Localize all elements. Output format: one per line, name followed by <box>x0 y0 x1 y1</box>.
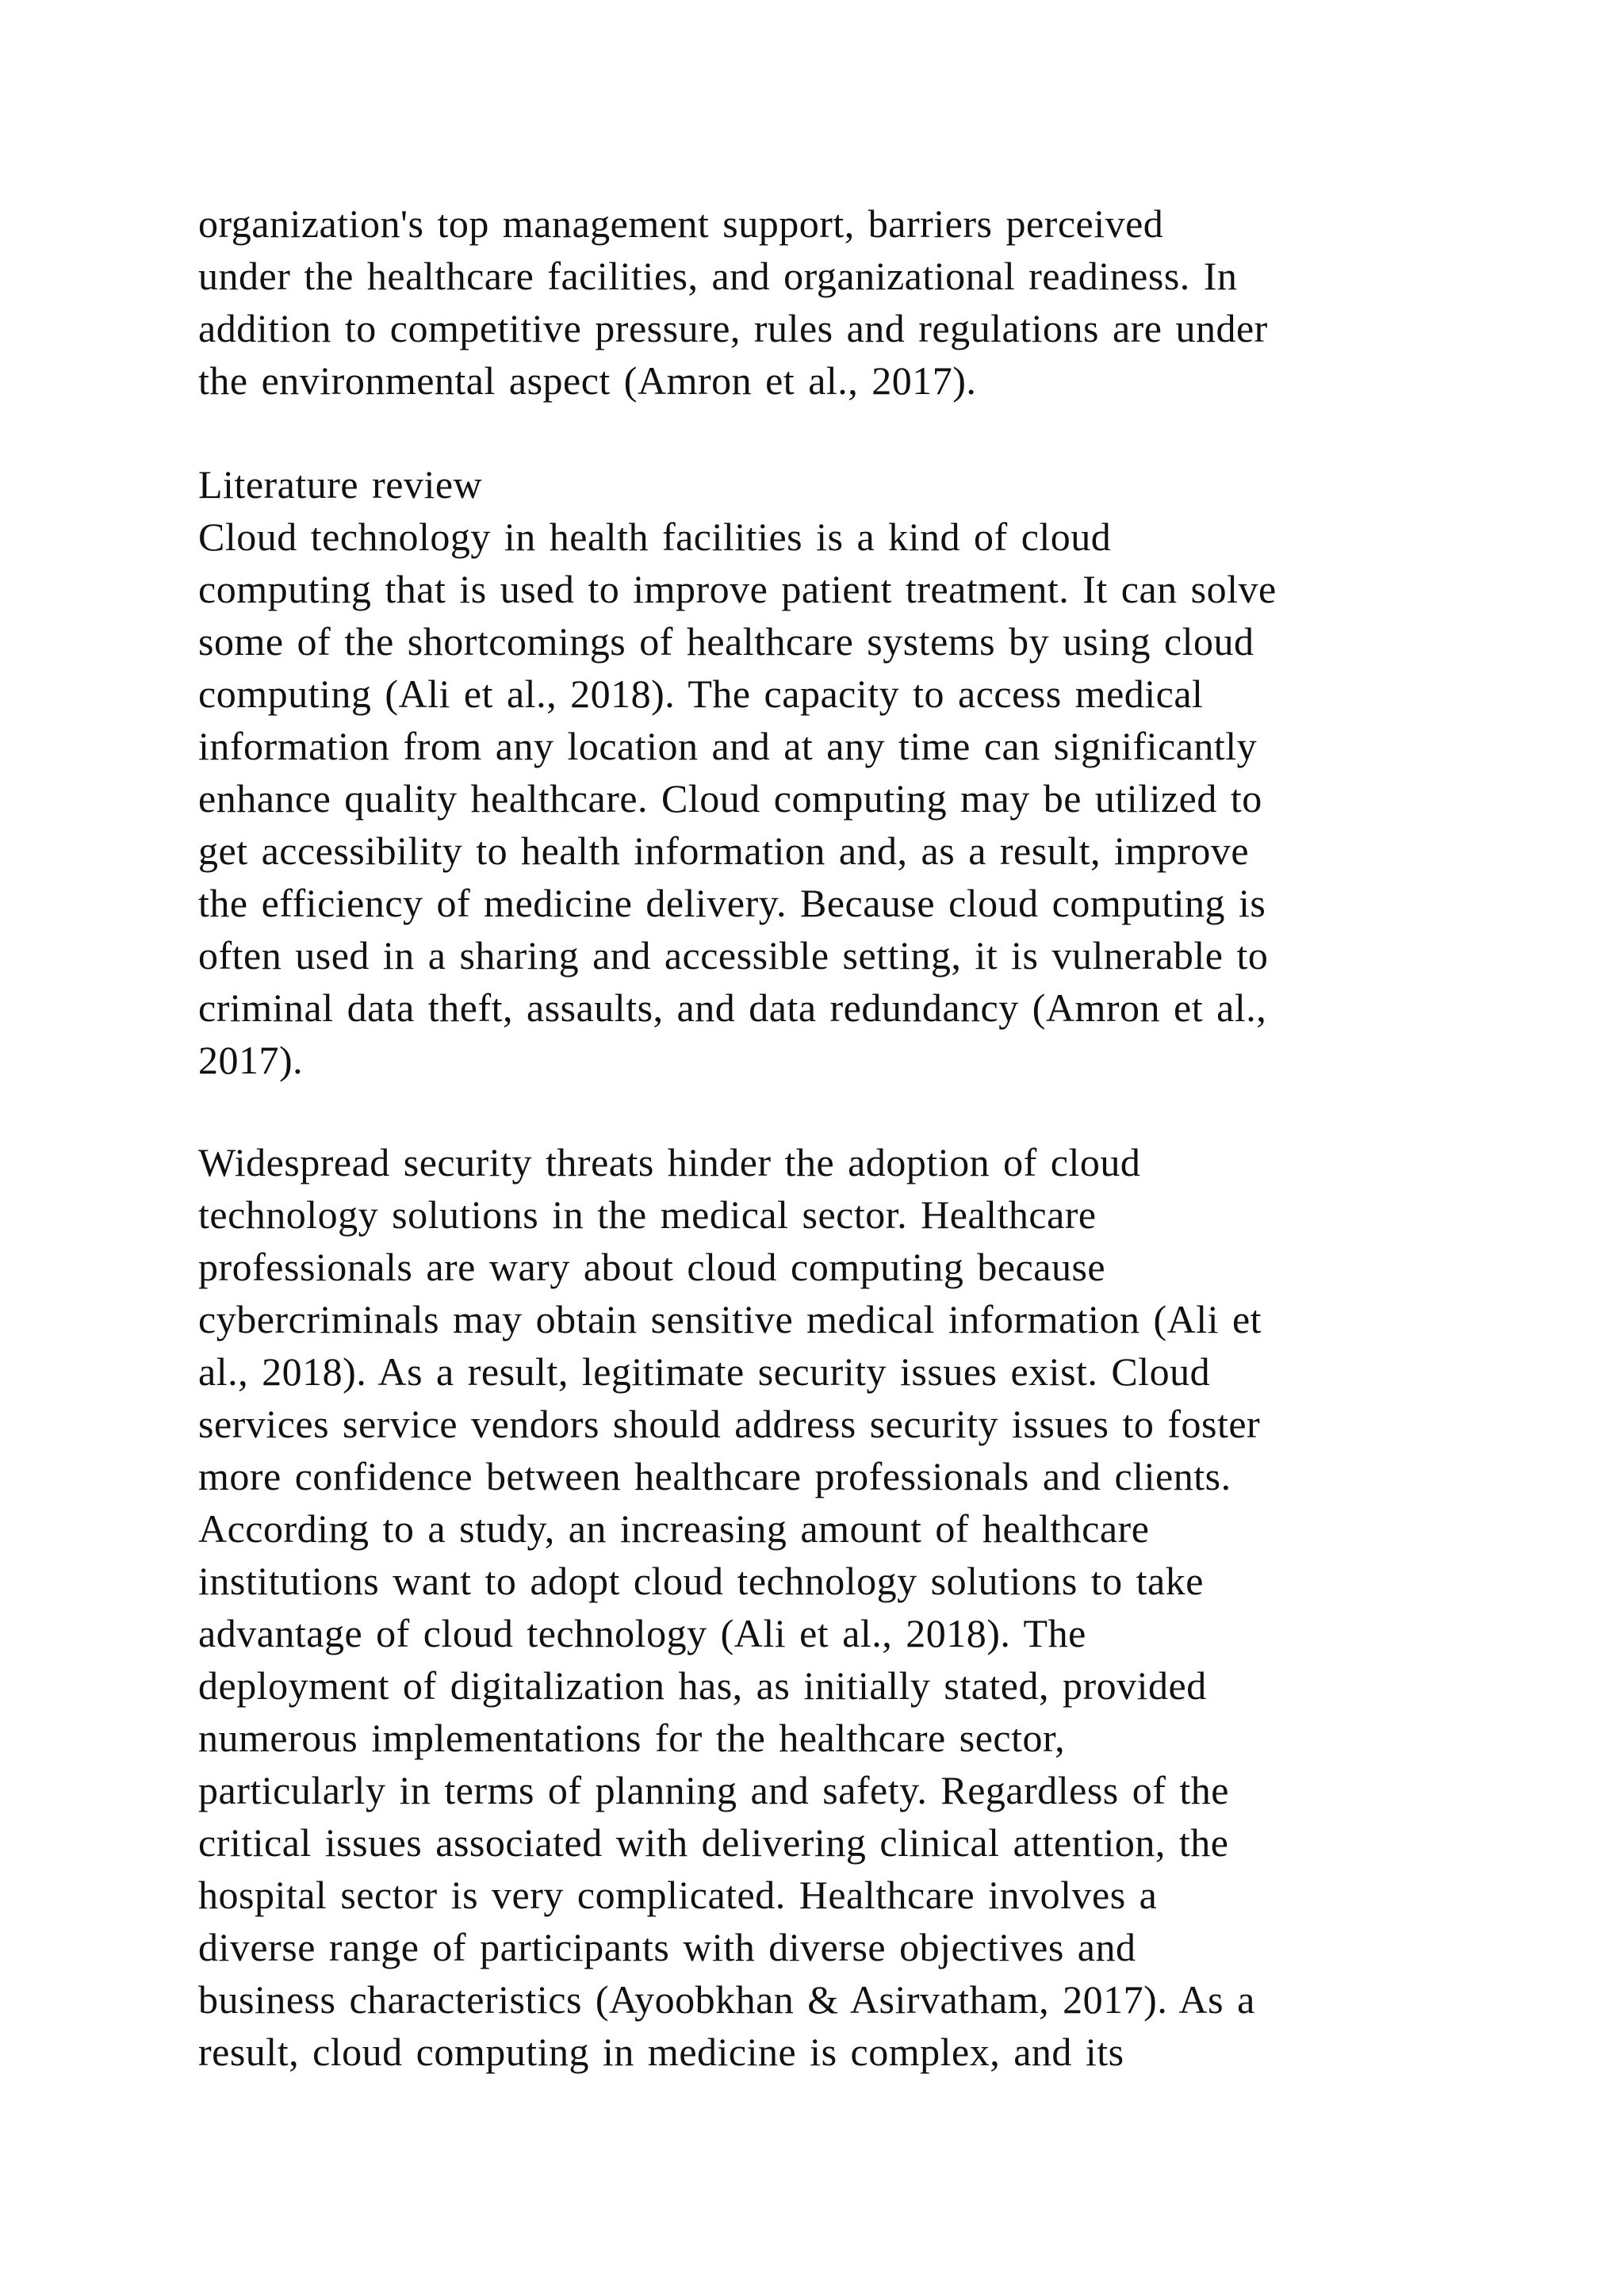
text-line: institutions want to adopt cloud technology solutions to take <box>198 1559 1204 1603</box>
text-line: numerous implementations for the healthcare sector, <box>198 1716 1066 1760</box>
text-line: more confidence between healthcare professionals and clients. <box>198 1454 1231 1498</box>
text-line: enhance quality healthcare. Cloud computing may be utilized to <box>198 776 1262 821</box>
text-line: computing (Ali et al., 2018). The capacity to access medical <box>198 672 1204 716</box>
text-line: particularly in terms of planning and safety. Regardless of the <box>198 1768 1229 1812</box>
text-line: cybercriminals may obtain sensitive medical information (Ali et <box>198 1297 1262 1341</box>
text-line: deployment of digitalization has, as initially stated, provided <box>198 1663 1207 1708</box>
text-line: information from any location and at any time can significantly <box>198 724 1258 768</box>
paragraph-security-threats <box>198 1136 1467 2078</box>
text-line: under the healthcare facilities, and organizational readiness. In <box>198 254 1238 298</box>
text-line: the environmental aspect (Amron et al., 2017). <box>198 358 977 403</box>
text-line: some of the shortcomings of healthcare systems by using cloud <box>198 619 1254 664</box>
literature-review-section <box>198 458 1467 1086</box>
text-line: hospital sector is very complicated. Healthcare involves a <box>198 1873 1158 1917</box>
text-line: Widespread security threats hinder the adoption of cloud <box>198 1140 1141 1184</box>
text-line: 2017). <box>198 1038 304 1082</box>
text-line: professionals are wary about cloud computing because <box>198 1245 1106 1289</box>
text-line: addition to competitive pressure, rules and regulations are under <box>198 306 1268 350</box>
text-line: criminal data theft, assaults, and data redundancy (Amron et al., <box>198 985 1267 1030</box>
paragraph-intro-continuation <box>198 197 1467 407</box>
text-line: get accessibility to health information and, as a result, improve <box>198 828 1250 873</box>
text-line: critical issues associated with delivering clinical attention, the <box>198 1820 1229 1865</box>
text-line: often used in a sharing and accessible setting, it is vulnerable to <box>198 933 1269 978</box>
text-line: According to a study, an increasing amount of healthcare <box>198 1506 1150 1551</box>
section-heading: Literature review <box>198 462 483 507</box>
text-line: technology solutions in the medical sector. Healthcare <box>198 1192 1097 1237</box>
text-line: the efficiency of medicine delivery. Because cloud computing is <box>198 881 1266 925</box>
text-line: al., 2018). As a result, legitimate security issues exist. Cloud <box>198 1349 1211 1394</box>
text-line: Cloud technology in health facilities is a kind of cloud <box>198 515 1112 559</box>
text-line: business characteristics (Ayoobkhan & Asirvatham, 2017). As a <box>198 1977 1255 2022</box>
text-line: organization's top management support, barriers perceived <box>198 201 1164 246</box>
text-line: advantage of cloud technology (Ali et al., 2018). The <box>198 1611 1086 1655</box>
text-line: diverse range of participants with diverse objectives and <box>198 1925 1136 1969</box>
text-line: services service vendors should address security issues to foster <box>198 1402 1261 1446</box>
text-line: result, cloud computing in medicine is complex, and its <box>198 2030 1124 2074</box>
text-line: computing that is used to improve patient treatment. It can solve <box>198 567 1277 611</box>
